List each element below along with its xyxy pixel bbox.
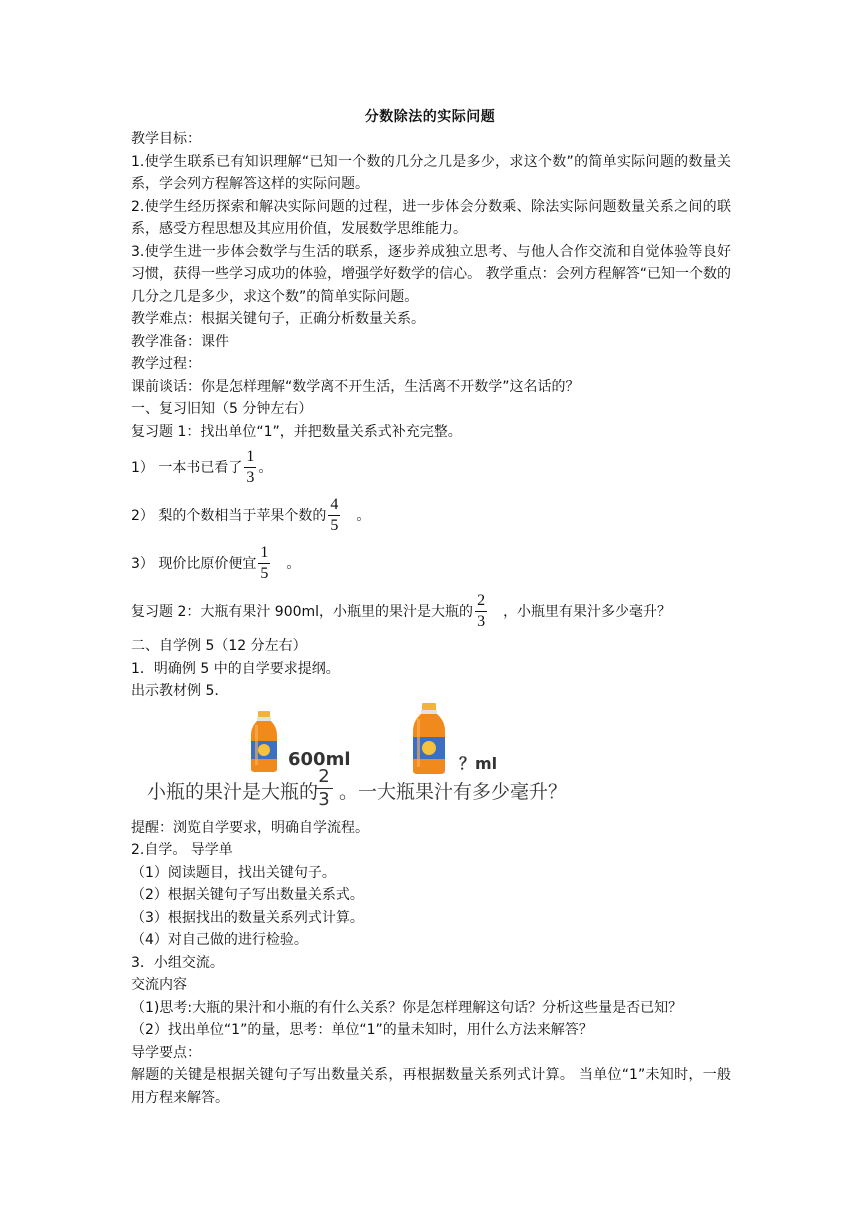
question-2-tail: 。: [356, 508, 371, 524]
question-3-tail: 。: [286, 556, 301, 572]
example-illustration: [131, 709, 731, 815]
question-1-text: 1） 一本书已看了: [131, 460, 243, 476]
list-item: （4）对自己做的进行检验。: [131, 932, 308, 948]
document-body: [131, 128, 731, 1109]
large-bottle-label: 600ml: [288, 748, 351, 770]
step-1: 1．明确例 5 中的自学要求提纲。: [131, 660, 340, 677]
pre-class-talk: 课前谈话：你是怎样理解“数学离不开生活，生活离不开数学”这名话的？: [131, 378, 580, 395]
question-3-text: 3） 现价比原价便宜: [131, 556, 257, 572]
step-2: 2.自学。 导学单: [131, 842, 233, 858]
fraction-numerator: 1: [246, 447, 255, 465]
fraction-denominator: 3: [477, 612, 486, 630]
step-3: 3．小组交流。: [131, 954, 224, 971]
goals-heading: 教学目标：: [131, 131, 201, 147]
fraction: [244, 448, 256, 487]
exchange-2: （2）找出单位“1”的量，思考：单位“1”的量未知时，用什么方法来解答？: [131, 1022, 593, 1038]
fraction: [475, 592, 487, 631]
section-1-heading: 一、复习旧知（5 分钟左右）: [131, 401, 313, 417]
exchange-1: （1)思考:大瓶的果汁和小瓶的有什么关系？你是怎样理解这句话？分析这些量是否已知？: [131, 999, 683, 1016]
fraction: [328, 496, 340, 535]
fraction-bar: [244, 467, 256, 468]
fraction-bar: [328, 515, 340, 516]
fraction-numerator: 2: [318, 765, 330, 787]
list-item: （1）阅读题目，找出关键句子。: [131, 864, 336, 881]
question-1-tail: 。: [258, 460, 273, 476]
fraction-bar: [258, 563, 270, 564]
difficulty: 教学难点：根据关键句子，正确分析数量关系。: [131, 311, 425, 327]
reminder: 提醒：浏览自学要求，明确自学流程。: [131, 819, 369, 836]
section-2-heading: 二、自学例 5（12 分左右）: [131, 638, 307, 654]
review-2: [131, 587, 731, 635]
goal-2: 2.使学生经历探索和解决实际问题的过程，进一步体会分数乘、除法实际问题数量关系之间的联系，感受方程思想及其应用价值，发展数学思维能力。: [131, 198, 731, 237]
page-title: 分数除法的实际问题: [364, 109, 496, 125]
fraction-bar: [475, 611, 487, 612]
fraction-numerator: 4: [330, 495, 339, 513]
goal-1: 1.使学生联系已有知识理解“已知一个数的几分之几是多少，求这个数”的简单实际问题的数量关系，学会列方程解答这样的实际问题。: [131, 153, 731, 192]
list-item: （3）根据找出的数量关系列式计算。: [131, 909, 364, 926]
show-example: 出示教材例 5.: [131, 683, 219, 699]
fraction-denominator: 3: [318, 788, 330, 810]
guide-heading: 导学要点：: [131, 1044, 201, 1061]
process-heading: 教学过程：: [131, 356, 201, 372]
fraction-denominator: 3: [246, 468, 255, 486]
fraction-numerator: 1: [260, 543, 269, 561]
illustration-caption-start: 小瓶的果汁是大瓶的: [147, 780, 319, 803]
review-2-text: 复习题 2：大瓶有果汁 900ml，小瓶里的果汁是大瓶的: [131, 604, 474, 620]
question-2-text: 2） 梨的个数相当于苹果个数的: [131, 508, 327, 524]
review-1: 复习题 1：找出单位“1”，并把数量关系式补充完整。: [131, 423, 462, 440]
question-1: [131, 443, 731, 491]
small-bottle-label: ？ml: [459, 753, 498, 773]
question-3: [131, 539, 731, 587]
review-2-tail: ，小瓶里有果汁多少毫升？: [503, 604, 672, 620]
preparation: 教学准备：课件: [131, 333, 229, 350]
fraction: [258, 544, 270, 583]
fraction-numerator: 2: [477, 591, 486, 609]
fraction-denominator: 5: [260, 564, 269, 582]
fraction-denominator: 5: [330, 516, 339, 534]
guide-text: 解题的关键是根据关键句子写出数量关系，再根据数量关系列式计算。 当单位“1”未知时，一般用方程来解答。: [131, 1067, 731, 1106]
small-bottle-icon: [247, 711, 281, 773]
question-2: [131, 491, 731, 539]
list-item: （2）根据关键句子写出数量关系式。: [131, 887, 364, 903]
exchange-heading: 交流内容: [131, 977, 187, 993]
illustration-caption-end: 。一大瓶果汁有多少毫升？: [339, 780, 568, 803]
large-bottle-icon: [409, 703, 449, 775]
illustration-fraction: [315, 767, 333, 810]
goal-3: 3.使学生进一步体会数学与生活的联系，逐步养成独立思考、与他人合作交流和自觉体验等良好习惯，获得一些学习成功的体验，增强学好数学的信心。 教学重点：会列方程解答“已知一个数的几分之几是多少，求这个数”的简单实际问题。: [131, 243, 731, 305]
